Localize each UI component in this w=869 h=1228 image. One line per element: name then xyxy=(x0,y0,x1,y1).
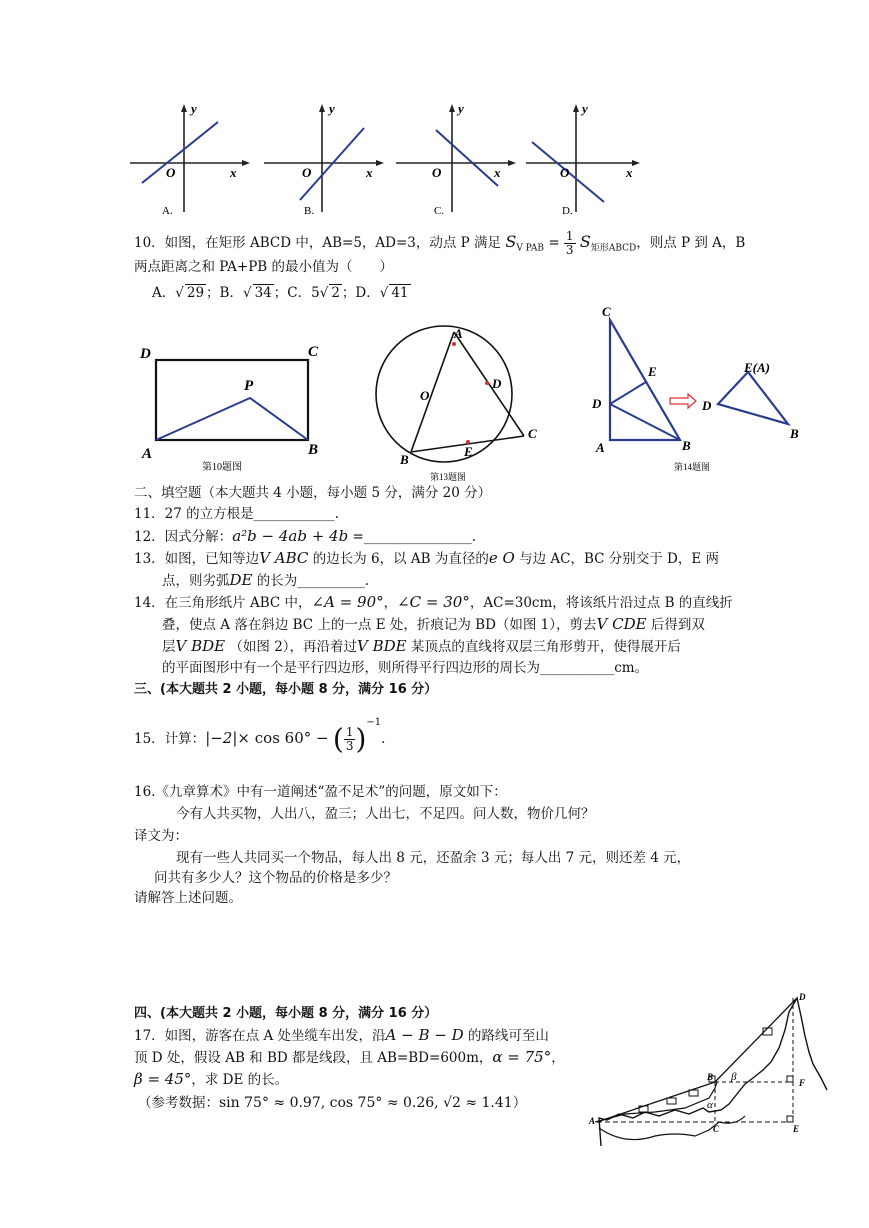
label-D2: D xyxy=(702,398,712,413)
label-D: D xyxy=(140,346,151,362)
label-E-A: E(A) xyxy=(744,360,770,375)
option-b-value: 34 xyxy=(254,285,272,301)
label-P: P xyxy=(244,378,254,394)
axis-x-label: x xyxy=(494,165,501,180)
section4-title: 四、(本大题共 2 小题，每小题 8 分，满分 16 分） xyxy=(134,1006,438,1021)
axis-y-label: y xyxy=(329,101,335,116)
option-c-value: 2 xyxy=(331,285,340,301)
figure-14 xyxy=(588,300,818,478)
label-beta: β xyxy=(731,1071,737,1083)
q13-line2: 点，则劣弧DE 的长为__________. xyxy=(162,571,370,589)
q16-line2: 今有人共买物，人出八，盈三；人出七，不足四。问人数，物价几何？ xyxy=(176,806,595,822)
q15-fraction: $\frac{1}{3}$ xyxy=(345,725,354,753)
caption-fig10: 第10题图 xyxy=(202,462,242,473)
graph-B xyxy=(262,100,392,218)
q17-line2: 顶 D 处，假设 AB 和 BD 都是线段，且 AB=BD=600m，α = 75°， xyxy=(134,1048,565,1066)
option-label-B: B. xyxy=(304,205,315,217)
label-O: O xyxy=(420,388,430,403)
figure-17 xyxy=(585,986,835,1154)
section2-title: 二、填空题（本大题共 4 小题，每小题 5 分，满分 20 分） xyxy=(134,485,492,501)
s-pab-sub: V PAB xyxy=(516,243,545,254)
label-B: B xyxy=(400,452,409,467)
label-A: A xyxy=(589,1116,596,1126)
s-rect: S xyxy=(579,232,591,251)
q14-line3: 层V BDE （如图 2），再沿着过V BDE 某顶点的直线将双层三角形剪开，使得展开后 xyxy=(162,637,681,655)
option-label-C: C. xyxy=(434,205,445,217)
q10-options: A．√ 29 ；B．√ 34 ；C．5√ 2 ；D．√ 41 xyxy=(152,285,409,301)
label-C: C xyxy=(713,1124,720,1134)
label-C: C xyxy=(602,304,611,319)
label-D: D xyxy=(592,396,602,411)
q10-line1 xyxy=(134,230,745,258)
q11: 11．27 的立方根是____________. xyxy=(134,506,339,522)
option-label-A: A. xyxy=(162,205,173,217)
label-E: E xyxy=(464,444,473,459)
axis-y-label: y xyxy=(191,101,197,116)
q16-line5: 问共有多少人？这个物品的价格是多少？ xyxy=(154,870,397,886)
q15-abs: |−2| xyxy=(205,729,238,747)
s-rect-sub: 矩形ABCD xyxy=(590,243,637,254)
q16-line1: 16.《九章算术》中有一道阐述“盈不足术”的问题，原文如下： xyxy=(134,784,507,800)
q15-cos: × cos 60° − xyxy=(237,729,329,747)
label-B: B xyxy=(308,442,319,458)
label-A: A xyxy=(596,440,605,455)
option-d-value: 41 xyxy=(391,285,409,301)
label-D: D xyxy=(799,992,806,1002)
caption-fig14: 第14题图 xyxy=(674,462,711,472)
label-B: B xyxy=(682,438,691,453)
origin-label: O xyxy=(432,165,442,180)
section3-title: 三、(本大题共 2 小题，每小题 8 分，满分 16 分） xyxy=(134,682,438,697)
option-a-value: 29 xyxy=(186,285,205,301)
q16-line4: 现有一些人共同买一个物品，每人出 8 元，还盈余 3 元；每人出 7 元，则还差 4 元， xyxy=(176,850,691,866)
origin-label: O xyxy=(166,165,176,180)
q17-line1: 17．如图，游客在点 A 处坐缆车出发，沿A − B − D 的路线可至山 xyxy=(134,1026,549,1044)
label-A: A xyxy=(142,446,153,462)
label-F: F xyxy=(799,1078,806,1088)
origin-label: O xyxy=(560,165,570,180)
q14-line2: 叠，使点 A 落在斜边 BC 上的一点 E 处，折痕记为 BD（如图 1），剪去V CDE 后得到双 xyxy=(162,615,705,633)
q17-reference: （参考数据：sin 75° ≈ 0.97, cos 75° ≈ 0.26, √2 ≈ 1.41） xyxy=(138,1095,527,1111)
label-C: C xyxy=(308,344,319,360)
graph-C xyxy=(394,100,524,218)
q13-line1: 13．如图，已知等边V ABC 的边长为 6，以 AB 为直径的e O 与边 AC，BC 分别交于 D，E 两 xyxy=(134,549,720,567)
q17-line3: β = 45°，求 DE 的长。 xyxy=(134,1070,289,1088)
q17-ref-values: sin 75° ≈ 0.97, cos 75° ≈ 0.26, √2 ≈ 1.41 xyxy=(219,1095,513,1111)
figure-10 xyxy=(136,336,336,476)
graph-D xyxy=(524,100,654,218)
fraction-one-third: $\frac{1}{3}$ xyxy=(565,229,574,257)
q14-line4: 的平面图形中有一个是平行四边形，则所得平行四边形的周长为___________cm。 xyxy=(162,660,649,676)
caption-fig13: 第13题图 xyxy=(430,472,467,482)
q15-exponent: −1 xyxy=(366,717,382,728)
q16-line6: 请解答上述问题。 xyxy=(134,890,242,906)
equals: = xyxy=(548,235,560,251)
q12: 12．因式分解：a²b − 4ab + 4b =________________. xyxy=(134,527,477,545)
q16-line3: 译文为： xyxy=(134,828,188,844)
label-D: D xyxy=(492,376,502,391)
axis-y-label: y xyxy=(458,101,464,116)
s-pab: S xyxy=(505,232,517,251)
axis-x-label: x xyxy=(230,165,237,180)
q15: 15．计算：|−2|× cos 60° − ( $\frac{1}{3}$ )$^{-1}$. xyxy=(134,717,386,756)
figure-13 xyxy=(368,324,548,484)
label-C: C xyxy=(528,426,537,441)
q10-line2: 两点距离之和 PA+PB 的最小值为（ ） xyxy=(134,259,393,275)
label-E: E xyxy=(648,364,657,379)
axis-x-label: x xyxy=(366,165,373,180)
q12-expression: a²b − 4ab + 4b xyxy=(232,527,349,545)
label-B2: B xyxy=(790,426,799,441)
label-B: B xyxy=(707,1072,714,1082)
label-E: E xyxy=(793,1124,800,1134)
q10-text: 10．如图，在矩形 ABCD 中，AB=5，AD=3，动点 P 满足 xyxy=(134,235,502,251)
label-alpha: α xyxy=(707,1099,713,1111)
q14-line1: 14．在三角形纸片 ABC 中，∠A = 90°，∠C = 30°，AC=30cm，将该纸片沿过点 B 的直线折 xyxy=(134,593,733,611)
axis-y-label: y xyxy=(582,101,588,116)
q10-text-end: ，则点 P 到 A，B xyxy=(636,235,746,251)
origin-label: O xyxy=(302,165,312,180)
graph-A xyxy=(128,100,258,218)
option-label-D: D. xyxy=(562,205,573,217)
label-A: A xyxy=(454,326,463,341)
axis-x-label: x xyxy=(626,165,633,180)
